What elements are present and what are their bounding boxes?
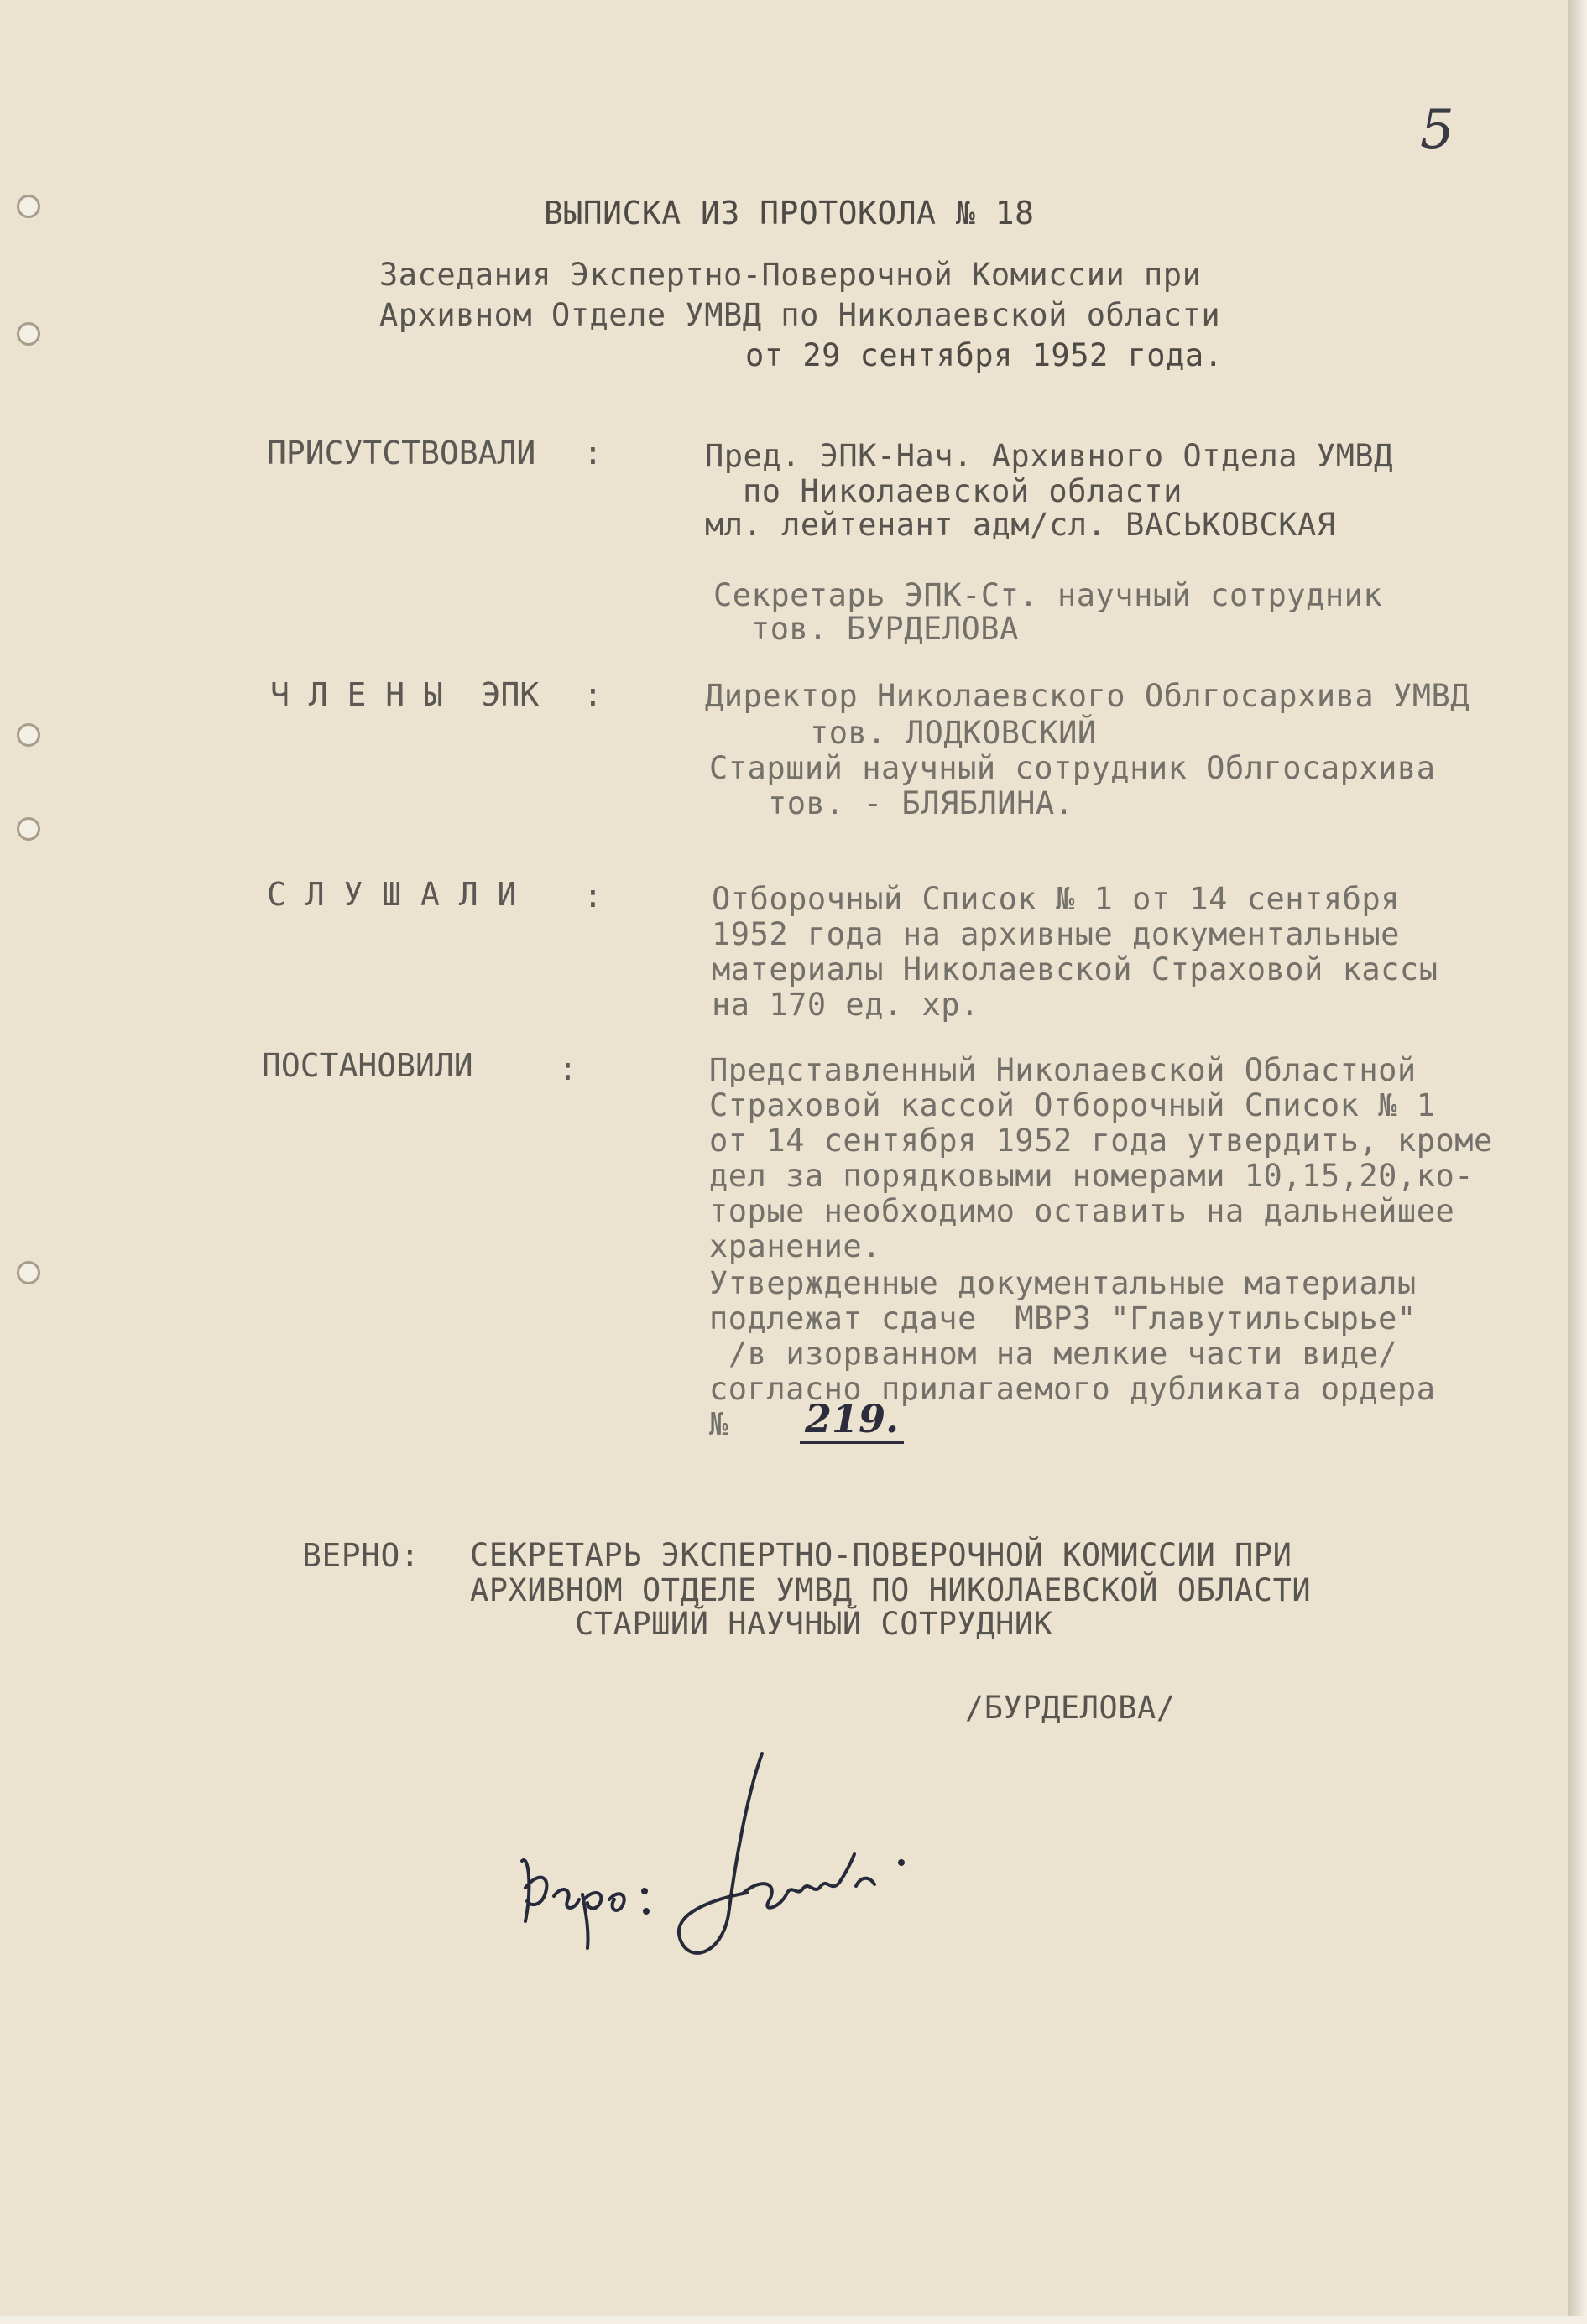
subtitle-date: от 29 сентября 1952 года. <box>745 337 1224 373</box>
certification-label: ВЕРНО: <box>302 1537 420 1574</box>
section-label-members: Ч Л Е Н Ы ЭПК <box>270 676 540 713</box>
section-line: Представленный Николаевской Областной <box>709 1052 1417 1088</box>
section-line: Страховой кассой Отборочный Список № 1 <box>709 1087 1436 1123</box>
section-line: подлежат сдаче МВРЗ "Главутильсырье" <box>709 1300 1417 1337</box>
section-line: тов. ЛОДКОВСКИЙ <box>810 715 1097 751</box>
subtitle-line: Заседания Экспертно-Поверочной Комиссии при <box>379 257 1202 293</box>
section-line: Секретарь ЭПК-Ст. научный сотрудник <box>713 577 1383 613</box>
punch-hole <box>17 195 40 218</box>
section-line: Старший научный сотрудник Облгосархива <box>709 750 1436 786</box>
section-line: хранение. <box>709 1228 881 1264</box>
label-colon: : <box>558 1050 577 1087</box>
handwritten-order-number: 219. <box>800 1396 904 1444</box>
section-line: от 14 сентября 1952 года утвердить, кроме <box>709 1123 1493 1159</box>
section-line: материалы Николаевской Страховой кассы <box>712 951 1438 987</box>
section-label-present: ПРИСУТСТВОВАЛИ <box>267 435 536 472</box>
section-line: Утвержденные документальные материалы <box>709 1265 1417 1301</box>
page-bottom-edge <box>0 2316 1587 2324</box>
section-line: тов. БУРДЕЛОВА <box>751 611 1019 647</box>
section-line: тов. - БЛЯБЛИНА. <box>768 785 1074 821</box>
section-label-resolved: ПОСТАНОВИЛИ <box>262 1047 473 1084</box>
certification-line: АРХИВНОМ ОТДЕЛЕ УМВД ПО НИКОЛАЕВСКОЙ ОБЛАСТИ <box>470 1572 1312 1608</box>
punch-hole <box>17 322 40 346</box>
section-line: Директор Николаевского Облгосархива УМВД <box>705 678 1470 714</box>
handwritten-signature <box>495 1728 932 1980</box>
page-number: 5 <box>1420 99 1454 161</box>
label-colon: : <box>583 878 603 914</box>
punch-hole <box>17 817 40 841</box>
section-line: торые необходимо оставить на дальнейшее <box>709 1193 1455 1229</box>
section-line: Отборочный Список № 1 от 14 сентября <box>712 881 1400 917</box>
certification-name: /БУРДЕЛОВА/ <box>965 1690 1176 1726</box>
order-number-prefix: № <box>709 1406 728 1442</box>
label-colon: : <box>583 435 603 472</box>
section-line: /в изорванном на мелкие части виде/ <box>728 1336 1398 1372</box>
section-line: на 170 ед. хр. <box>712 987 979 1023</box>
section-label-heard: С Л У Ш А Л И <box>267 876 517 913</box>
section-line: Пред. ЭПК-Нач. Архивного Отдела УМВД <box>705 438 1393 474</box>
document-title: ВЫПИСКА ИЗ ПРОТОКОЛА № 18 <box>544 195 1035 232</box>
section-line: по Николаевской области <box>743 473 1182 509</box>
section-line: мл. лейтенант адм/сл. ВАСЬКОВСКАЯ <box>705 507 1336 543</box>
page-edge <box>1568 0 1587 2324</box>
certification-line: СТАРШИЙ НАУЧНЫЙ СОТРУДНИК <box>575 1606 1053 1642</box>
certification-line: СЕКРЕТАРЬ ЭКСПЕРТНО-ПОВЕРОЧНОЙ КОМИССИИ ПРИ <box>470 1537 1292 1573</box>
punch-hole <box>17 723 40 747</box>
subtitle-line: Архивном Отделе УМВД по Николаевской области <box>379 297 1221 333</box>
section-line: 1952 года на архивные документальные <box>712 916 1400 952</box>
punch-hole <box>17 1261 40 1284</box>
section-line: согласно прилагаемого дубликата ордера <box>709 1371 1436 1407</box>
label-colon: : <box>583 676 603 713</box>
section-line: дел за порядковыми номерами 10,15,20,ко- <box>709 1158 1475 1194</box>
